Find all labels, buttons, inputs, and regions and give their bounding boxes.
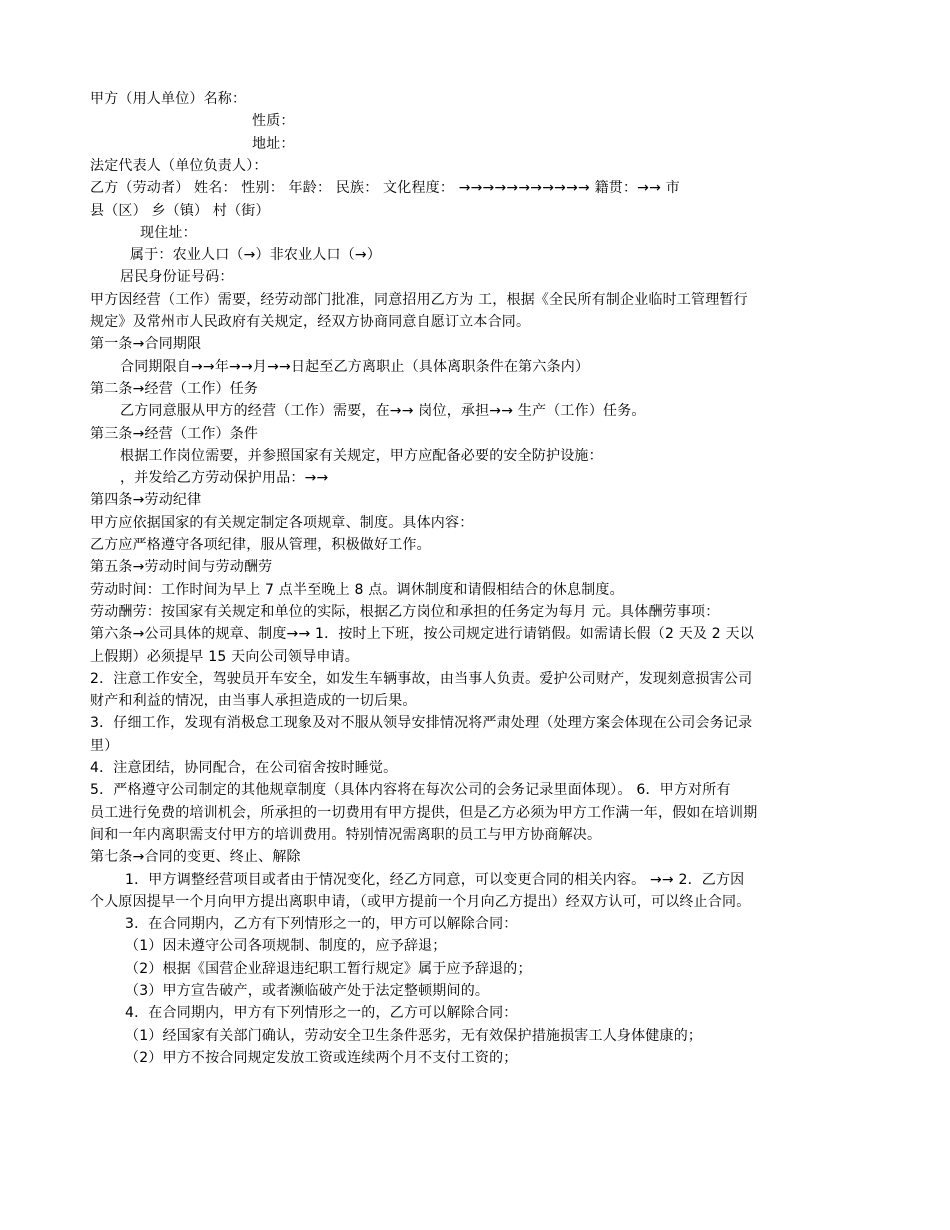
document-line: 县（区） 乡（镇） 村（街） <box>90 202 270 219</box>
document-line: 2．注意工作安全，驾驶员开车安全，如发生车辆事故，由当事人负责。爱护公司财产，发现刻意损害公司 <box>90 670 753 687</box>
document-line: 5．严格遵守公司制定的其他规章制度（具体内容将在每次公司的会务记录里面体现）。 6．甲方对所有 <box>90 782 731 799</box>
document-line: 1．甲方调整经营项目或者由于情况变化，经乙方同意，可以变更合同的相关内容。 →→ 2．乙方因 <box>125 871 745 888</box>
document-line: 合同期限自→→年→→月→→日起至乙方离职止（具体离职条件在第六条内） <box>120 358 590 375</box>
document-line: 4．在合同期内，甲方有下列情形之一的，乙方可以解除合同： <box>125 1005 518 1022</box>
document-line: ，并发给乙方劳动保护用品：→→ <box>120 470 329 487</box>
document-line: 性质： <box>252 113 295 130</box>
document-line: 财产和利益的情况，由当事人承担造成的一切后果。 <box>90 693 417 710</box>
document-line: 第七条→合同的变更、终止、解除 <box>90 849 301 866</box>
document-line: （2）根据《国营企业辞退违纪职工暂行规定》属于应予辞退的； <box>125 960 532 977</box>
document-line: 间和一年内离职需支付甲方的培训费用。特别情况需离职的员工与甲方协商解决。 <box>90 826 602 843</box>
document-line: 甲方因经营（工作）需要，经劳动部门批准，同意招用乙方为 工，根据《全民所有制企业临时工管理暂行 <box>90 291 748 308</box>
document-line: 乙方应严格遵守各项纪律，服从管理，积极做好工作。 <box>90 537 431 553</box>
document-line: 地址： <box>252 135 295 152</box>
document-line: 乙方（劳动者） 姓名： 性别： 年龄： 民族： 文化程度： →→→→→→→→→→→ 籍贯：→→ 市 <box>90 180 680 197</box>
document-line: 乙方同意服从甲方的经营（工作）需要，在→→ 岗位，承担→→ 生产（工作）任务。 <box>120 403 646 420</box>
document-line: 4．注意团结，协同配合，在公司宿舍按时睡觉。 <box>90 760 398 776</box>
document-line: 里） <box>90 737 119 754</box>
document-line: 属于：农业人口（→）非农业人口（→） <box>130 247 382 264</box>
document-line: 根据工作岗位需要，并参照国家有关规定，甲方应配备必要的安全防护设施： <box>120 447 603 464</box>
document-line: 劳动时间：工作时间为早上 7 点半至晚上 8 点。调休制度和请假相结合的休息制度。 <box>90 581 624 598</box>
document-line: （3）甲方宣告破产，或者濒临破产处于法定整顿期间的。 <box>125 983 490 999</box>
document-line: 规定》及常州市人民政府有关规定，经双方协商同意自愿订立本合同。 <box>90 314 531 330</box>
document-line: 个人原因提早一个月向甲方提出离职申请，（或甲方提前一个月向乙方提出）经双方认可，可以终止合同。 <box>90 893 751 910</box>
document-line: （1）经国家有关部门确认，劳动安全卫生条件恶劣，无有效保护措施损害工人身体健康的； <box>125 1027 703 1044</box>
document-line: （2）甲方不按合同规定发放工资或连续两个月不支付工资的； <box>125 1049 518 1066</box>
document-line: 3．仔细工作，发现有消极怠工现象及对不服从领导安排情况将严肃处理（处理方案会体现在公司会务记录 <box>90 715 753 732</box>
document-line: 居民身份证号码： <box>120 269 234 286</box>
document-line: 上假期）必须提早 15 天向公司领导申请。 <box>90 648 359 665</box>
document-line: 3．在合同期内，乙方有下列情形之一的，甲方可以解除合同： <box>125 916 518 933</box>
document-line: 第四条→劳动纪律 <box>90 492 202 509</box>
document-line: 法定代表人（单位负责人）： <box>90 157 268 174</box>
document-line: 甲方（用人单位）名称： <box>90 91 247 107</box>
document-line: 第五条→劳动时间与劳动酬劳 <box>90 559 273 576</box>
document-line: 甲方应依据国家的有关规定制定各项规章、制度。具体内容： <box>90 514 474 531</box>
document-line: 劳动酬劳：按国家有关规定和单位的实际，根据乙方岗位和承担的任务定为每月 元。具体酬劳事项： <box>90 603 720 620</box>
document-line: 第六条→公司具体的规章、制度→→ 1．按时上下班，按公司规定进行请销假。如需请长假（2 天及 2 天以 <box>90 626 754 643</box>
document-line: 第一条→合同期限 <box>90 336 202 353</box>
document-line: 现住址： <box>140 224 197 241</box>
document-line: （1）因未遵守公司各项规制、制度的，应予辞退； <box>125 938 447 955</box>
document-line: 员工进行免费的培训机会，所承担的一切费用有甲方提供，但是乙方必须为甲方工作满一年，假如在培训期 <box>90 804 758 821</box>
document-line: 第二条→经营（工作）任务 <box>90 380 259 397</box>
document-line: 第三条→经营（工作）条件 <box>90 425 259 442</box>
